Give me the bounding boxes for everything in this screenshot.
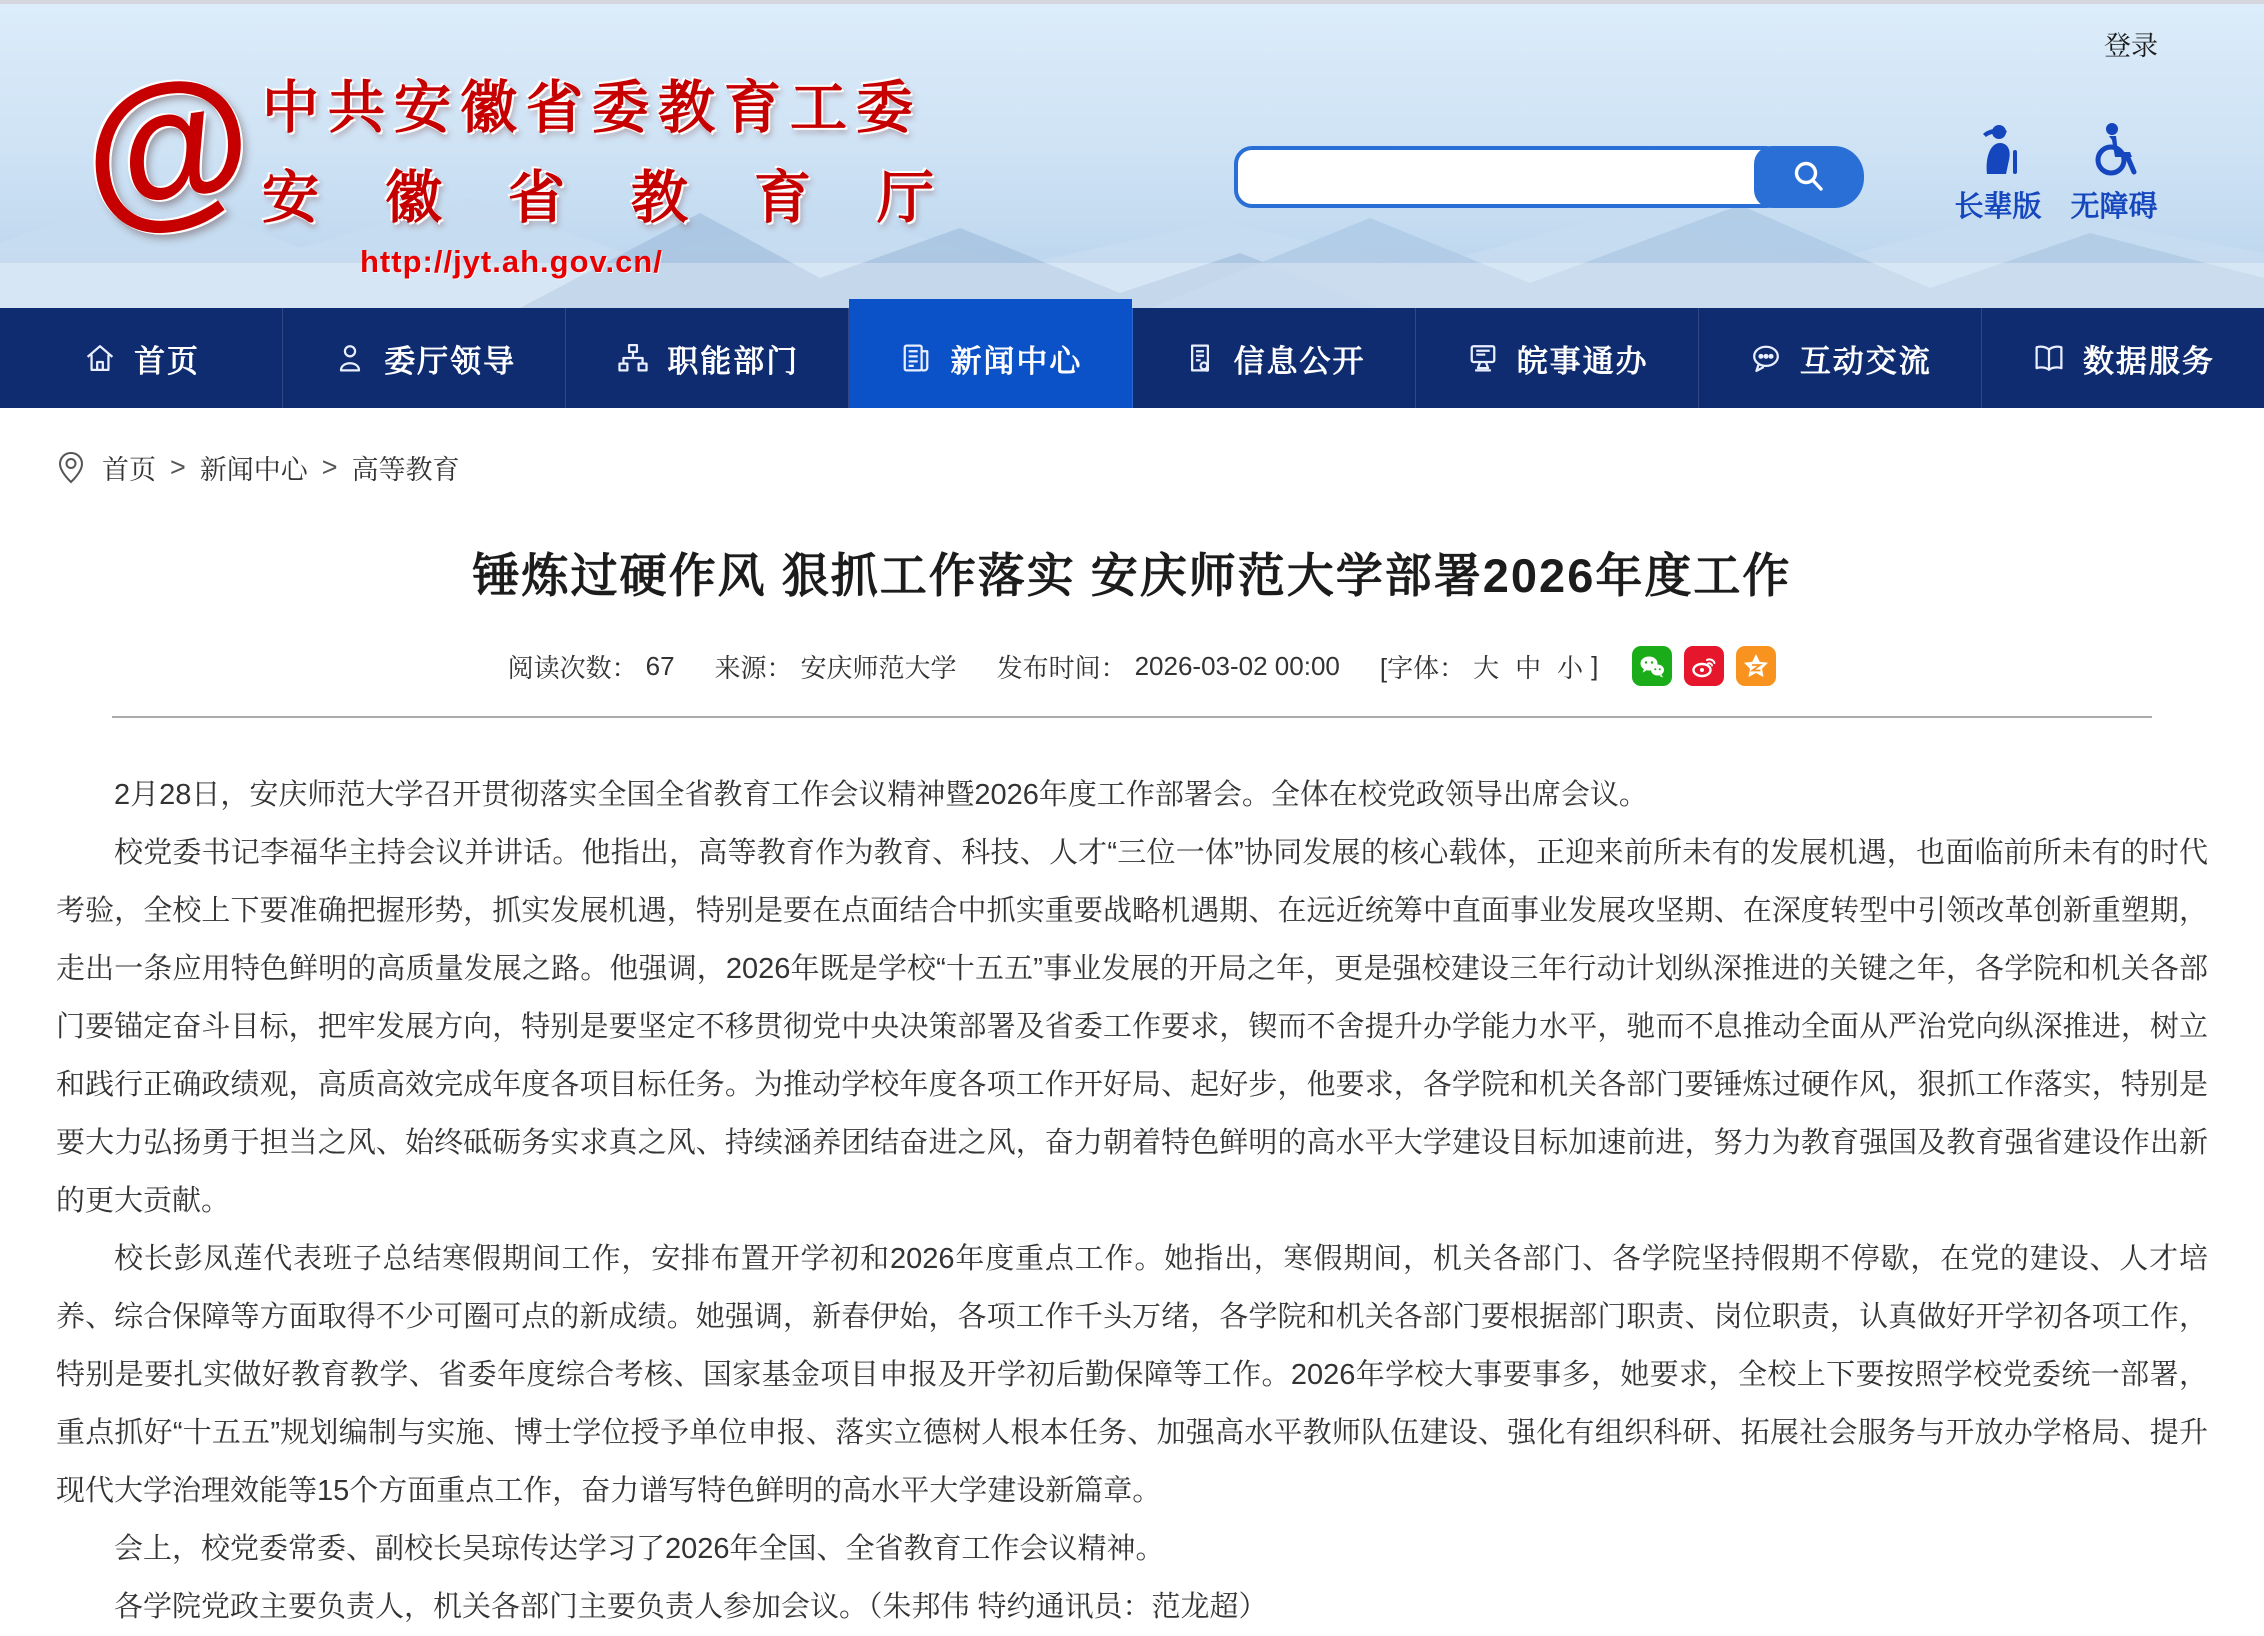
nav-label: 新闻中心 [950,343,1083,379]
location-pin-icon [56,451,86,485]
logo-text [262,62,1000,280]
site-logo[interactable] [70,39,1000,280]
online-service-icon [1465,340,1501,376]
site-header [0,4,2264,308]
weibo-share-icon[interactable] [1684,646,1724,686]
data-service-icon [2031,340,2067,376]
wechat-share-icon[interactable] [1632,646,1672,686]
qzone-share-icon[interactable] [1736,646,1776,686]
breadcrumb-news-center[interactable]: 新闻中心 [199,455,308,485]
search-button[interactable] [1754,146,1864,208]
search-bar [1234,146,1864,208]
views-label: 阅读次数： [507,652,638,683]
source-value: 安庆师范大学 [800,652,957,683]
nav-label: 皖事通办 [1516,343,1649,379]
font-size-prefix: [字体： [1379,652,1466,683]
publish-time-group [997,648,1340,685]
source-label: 来源： [714,652,793,683]
accessibility-label: 无障碍 [2070,191,2158,223]
breadcrumb-separator: > [170,452,186,482]
article-title: 锤炼过硬作风 狠抓工作落实 安庆师范大学部署2026年度工作 [472,549,1792,602]
breadcrumb [0,408,2264,497]
publish-time-value: 2026-03-02 00:00 [1134,650,1340,681]
font-size-suffix: ] [1591,650,1599,681]
font-size-small-button[interactable]: 小 [1557,652,1584,683]
views-count: 67 [645,650,675,681]
elder-version-label: 长辈版 [1954,191,2042,223]
departments-icon [615,340,651,376]
interaction-icon [1748,340,1784,376]
font-size-large-button[interactable]: 大 [1473,652,1500,683]
views-group [508,648,675,685]
nav-label: 委厅领导 [384,343,517,379]
nav-item-online-service[interactable] [1416,308,1699,408]
main-nav [0,308,2264,408]
login-link[interactable]: 登录 [2104,31,2158,61]
paragraph: 各学院党政主要负责人，机关各部门主要负责人参加会议。（朱邦伟 特约通讯员：范龙超） [114,1591,1268,1623]
article-meta [56,646,2208,686]
accessibility-link[interactable] [2054,122,2174,225]
breadcrumb-higher-education[interactable]: 高等教育 [351,455,460,485]
nav-item-info-disclosure[interactable] [1133,308,1416,408]
nav-label: 首页 [134,343,201,379]
org-name-line2: 安徽省教育厅 [262,166,1000,230]
source-group [715,648,957,685]
article-body [0,718,2264,1636]
nav-item-interaction[interactable] [1699,308,1982,408]
paragraph: 校长彭凤莲代表班子总结寒假期间工作，安排布置开学初和2026年度重点工作。她指出，寒假期间，机关各部门、各学院坚持假期不停歇，在党的建设、人才培养、综合保障等方面取得不少可圈可点的新成绩。她强调，新春伊始，各项工作千头万绪，各学院和机关各部门要根据部门职责、岗位职责，认真做好开学初各项工作，特别是要扎实做好教育教学、省委年度综合考核、国家基金项目申报及开学初后勤保障等工作。2026年学校大事要事多，她要求，全校上下要按照学校党委统一部署，重点抓好“十五五”规划编制与实施、博士学位授予单位申报、落实立德树人根本任务、加强高水平教师队伍建设、强化有组织科研、拓展社会服务与开放办学格局、提升现代大学治理效能等15个方面重点工作，奋力谱写特色鲜明的高水平大学建设新篇章。 [56,1243,2208,1507]
leaders-icon [332,340,368,376]
breadcrumb-home[interactable]: 首页 [102,455,156,485]
nav-item-home[interactable] [0,308,283,408]
info-disclosure-icon [1182,340,1218,376]
paragraph: 校党委书记李福华主持会议并讲话。他指出，高等教育作为教育、科技、人才“三位一体”协同发展的核心载体，正迎来前所未有的发展机遇，也面临前所未有的时代考验，全校上下要准确把握形势，抓实发展机遇，特别是要在点面结合中抓实重要战略机遇期、在远近统筹中直面事业发展攻坚期、在深度转型中引领改革创新重塑期，走出一条应用特色鲜明的高质量发展之路。他强调，2026年既是学校“十五五”事业发展的开局之年，更是强校建设三年行动计划纵深推进的关键之年，各学院和机关各部门要锚定奋斗目标，把牢发展方向，特别是要坚定不移贯彻党中央决策部署及省委工作要求，锲而不舍提升办学能力水平，驰而不息推动全面从严治党向纵深推进，树立和践行正确政绩观，高质高效完成年度各项目标任务。为推动学校年度各项工作开好局、起好步，他要求，各学院和机关各部门要锤炼过硬作风，狠抓工作落实，特别是要大力弘扬勇于担当之风、始终砥砺务实求真之风、持续涵养团结奋进之风，奋力朝着特色鲜明的高水平大学建设目标加速前进，努力为教育强国及教育强省建设作出新的更大贡献。 [56,837,2208,1217]
nav-item-data-service[interactable] [1982,308,2264,408]
nav-item-news[interactable] [849,308,1132,408]
logo-mark: @ [70,39,264,253]
share-buttons [1632,646,1776,686]
breadcrumb-separator: > [321,452,338,482]
paragraph: 2月28日，安庆师范大学召开贯彻落实全国全省教育工作会议精神暨2026年度工作部署会。全体在校党政领导出席会议。 [114,779,1648,811]
nav-label: 互动交流 [1799,343,1932,379]
news-icon [898,340,934,376]
nav-label: 数据服务 [2082,343,2215,379]
home-icon [82,340,118,376]
org-name-line1: 中共安徽省委教育工委 [262,76,922,140]
font-size-medium-button[interactable]: 中 [1515,652,1542,683]
nav-label: 信息公开 [1233,343,1366,379]
nav-item-departments[interactable] [566,308,849,408]
nav-label: 职能部门 [667,343,800,379]
elder-version-link[interactable] [1938,122,2058,225]
font-size-group [1380,648,1599,685]
publish-time-label: 发布时间： [996,652,1127,683]
search-icon [1789,157,1829,197]
wheelchair-icon [2085,122,2143,176]
search-input[interactable] [1234,146,1784,208]
site-url: http://jyt.ah.gov.cn/ [360,244,663,279]
paragraph: 会上，校党委常委、副校长吴琼传达学习了2026年全国、全省教育工作会议精神。 [114,1533,1165,1565]
elder-icon [1969,122,2027,176]
nav-item-leaders[interactable] [283,308,566,408]
article [0,539,2264,718]
